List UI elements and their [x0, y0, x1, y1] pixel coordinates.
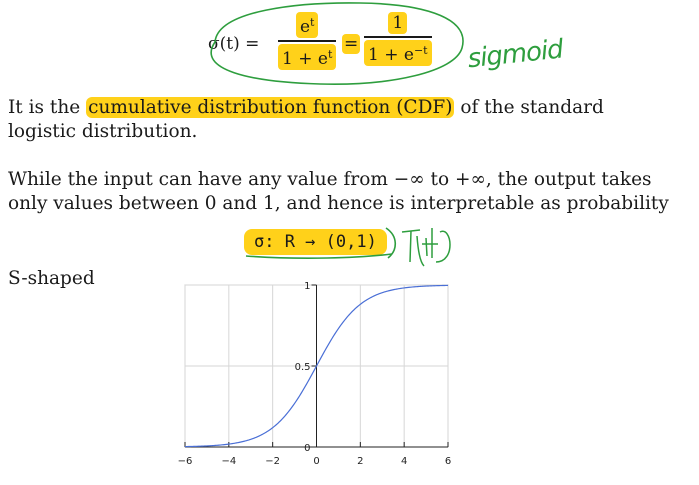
fraction-2-denominator: $1 + e^{-t}$ [364, 40, 432, 66]
fraction-2-numerator: 1 [388, 12, 407, 34]
formula-equals: = [344, 34, 359, 54]
probability-line-1: While the input can have any value from −∞ to +∞, the output takes [8, 169, 652, 190]
cdf-line-2: logistic distribution. [8, 121, 198, 142]
formula-lhs: σ(t) = [208, 34, 260, 54]
codomain-underline-annotation [246, 254, 392, 258]
probability-line-2: only values between 0 and 1, and hence is interpretable as probability [8, 193, 669, 214]
x-tick-label: 2 [357, 456, 364, 467]
codomain-statement: σ: R → (0,1) [244, 229, 387, 255]
x-tick-label: 4 [400, 456, 408, 467]
y-tick-label: 0 [304, 443, 311, 454]
x-tick-label: 0 [313, 456, 320, 467]
fraction-1-numerator: $e^t$ [296, 12, 318, 38]
fraction-1-denominator: $1 + e^t$ [278, 44, 336, 70]
probability-scribble-annotation [402, 228, 450, 266]
x-tick-label: −6 [177, 456, 193, 467]
cdf-highlight: cumulative distribution function (CDF) [88, 97, 453, 118]
y-tick-label: 0.5 [294, 362, 311, 373]
x-tick-label: 6 [444, 456, 452, 467]
x-tick-label: −4 [221, 456, 237, 467]
s-shaped-label: S-shaped [8, 268, 95, 289]
formula-circle-annotation [211, 3, 463, 84]
cdf-line-1: It is the cumulative distribution function (CDF) of the standard [8, 97, 604, 118]
x-tick-label: −2 [265, 456, 281, 467]
sigmoid-handwritten-label: sigmoid [466, 34, 565, 75]
y-tick-label: 1 [304, 281, 311, 292]
